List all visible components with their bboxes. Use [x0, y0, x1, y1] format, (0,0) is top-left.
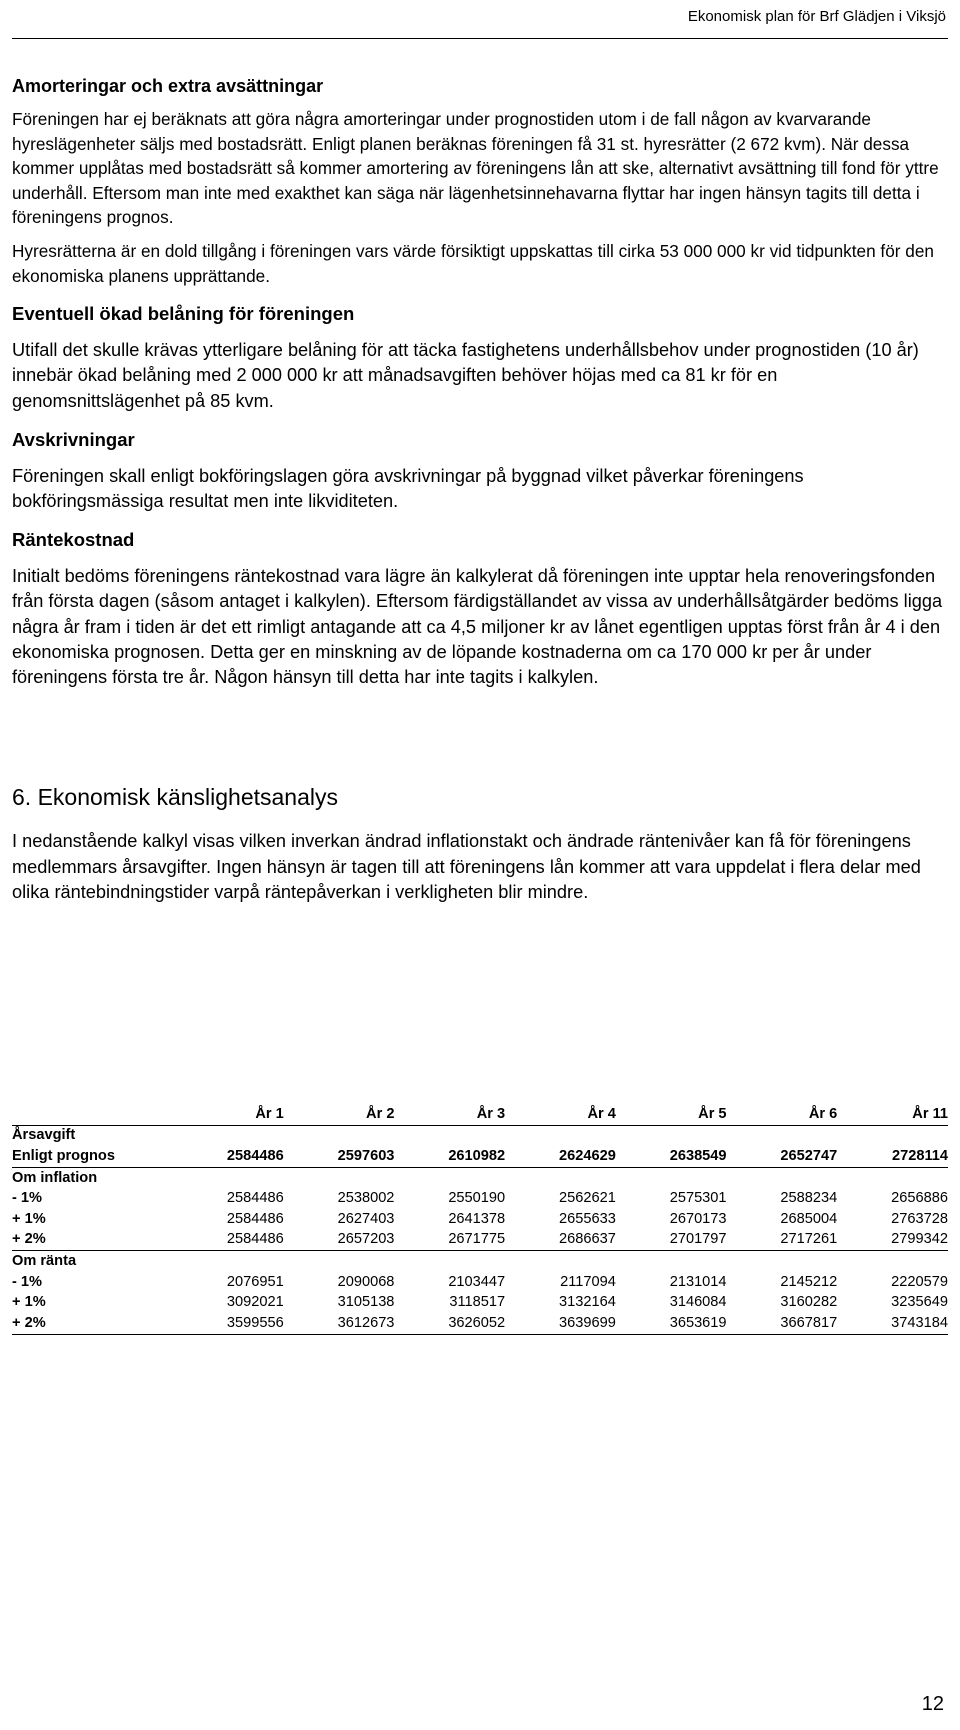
- table-cell: 3639699: [505, 1313, 616, 1334]
- table-cell: 2728114: [837, 1146, 948, 1167]
- table-cell: 2641378: [448, 1210, 506, 1227]
- page-header-title: Ekonomisk plan för Brf Glädjen i Viksjö: [687, 8, 946, 25]
- table-cell: 3612673: [284, 1313, 395, 1334]
- table-cell: 2117094: [560, 1273, 616, 1290]
- table-cell: 2550190: [448, 1190, 506, 1207]
- table-cell: 2584486: [173, 1230, 284, 1251]
- table-row: [12, 1272, 948, 1293]
- table-row-label: + 1%: [12, 1210, 46, 1227]
- paragraph-amortering-2: Hyresrätterna är en dold tillgång i föreningen vars värde försiktigt uppskattas till cirka 53 000 000 kr vid tidpunkten för den ekonomiska planens upprättande.: [12, 240, 934, 286]
- table-cell: 2799342: [837, 1230, 948, 1251]
- page-number: 12: [921, 1693, 944, 1715]
- table-cell: 2655633: [559, 1210, 616, 1227]
- table-cell: 2763728: [891, 1210, 948, 1227]
- table-cell: 2624629: [505, 1146, 616, 1167]
- table-header-cell: År 1: [173, 1104, 284, 1125]
- table-cell: 2670173: [669, 1210, 727, 1227]
- table-cell: 2627403: [337, 1210, 395, 1227]
- table-cell: 2717261: [727, 1230, 838, 1251]
- paragraph-belaning: Utifall det skulle krävas ytterligare belåning för att täcka fastighetens underhållsbehov under prognostiden (10 år) innebär ökad belåning med 2 000 000 kr att månadsavgiften behöver höjas med ca 81 kr för en genomsnittslägenhet på 85 kvm.: [12, 340, 919, 411]
- chapter-title-6: 6. Ekonomisk känslighetsanalys: [12, 784, 338, 811]
- table-cell: 2701797: [616, 1230, 727, 1251]
- table-cell: 3653619: [616, 1313, 727, 1334]
- paragraph-amortering-1: Föreningen har ej beräknats att göra några amorteringar under prognostiden utom i de fall någon av kvarvarande hyreslägenheter säljs med bostadsrätt. Enligt planen beräknas föreningen få 31 st. hyresrätter (2 672 kvm). När dessa kommer upplåtas med bostadsrätt så kommer amortering av föreningens lån att ske, alternativt avsättning till fond för yttre underhåll. Eftersom man inte med exakthet kan säga när lägenhetsinnehavarna flyttar har ingen hänsyn tagits till detta i föreningens prognos.: [12, 109, 939, 228]
- table-cell: 3626052: [394, 1313, 505, 1334]
- table-row: [12, 1292, 948, 1313]
- paragraph-avskrivningar: Föreningen skall enligt bokföringslagen göra avskrivningar på byggnad vilket påverkar föreningens bokföringsmässiga resultat men inte likviditeten.: [12, 465, 804, 511]
- table-row-label: + 1%: [12, 1294, 46, 1311]
- table-header-cell: År 5: [616, 1104, 727, 1125]
- paragraph-rantekostnad: Initialt bedöms föreningens räntekostnad vara lägre än kalkylerat då föreningen inte upptar hela renoveringsfonden från första dagen (såsom antaget i kalkylen). Eftersom färdigställandet av vissa av underhållsåtgärder bedöms ligga några år fram i tiden är det ett rimligt antagande att ca 4,5 miljoner kr av lånet egentligen upptas först från år 4 i den ekonomiska prognosen. Detta ger en minskning av de löpande kostnaderna om ca 170 000 kr per år under föreningens första tre år. Någon hänsyn till detta har inte tagits i kalkylen.: [12, 566, 943, 687]
- table-cell: 3118517: [449, 1294, 506, 1311]
- table-header-cell: År 6: [727, 1104, 838, 1125]
- table-group-row: [12, 1167, 948, 1188]
- table-cell: 3743184: [837, 1313, 948, 1334]
- table-cell: 2220579: [891, 1273, 948, 1290]
- table-row-label: - 1%: [12, 1273, 43, 1290]
- table-cell: 2562621: [559, 1190, 616, 1207]
- table-cell: 3160282: [780, 1294, 838, 1311]
- table-cell: 3235649: [891, 1294, 948, 1311]
- table-cell: 2657203: [284, 1230, 395, 1251]
- paragraph-chapter-6: I nedanstående kalkyl visas vilken inverkan ändrad inflationstakt och ändrade räntenivåer kan få för föreningens medlemmars årsavgifter. Ingen hänsyn är tagen till att föreningens lån kommer att vara uppdelat i flera delar med olika räntebindningstider varpå räntepåverkan i verkligheten blir mindre.: [12, 831, 921, 903]
- table-group-label: Om ränta: [12, 1252, 77, 1269]
- table-cell: 2103447: [448, 1273, 506, 1290]
- table-cell: 2685004: [780, 1210, 838, 1227]
- table-header-cell: År 4: [505, 1104, 616, 1125]
- table-cell: 2638549: [616, 1146, 727, 1167]
- table-cell: 2076951: [226, 1273, 284, 1290]
- table-cell: 2575301: [669, 1190, 727, 1207]
- table-cell: 3667817: [727, 1313, 838, 1334]
- table-header-empty: [12, 1104, 173, 1125]
- table-cell: 3599556: [173, 1313, 284, 1334]
- header-divider: [12, 38, 948, 39]
- table-header-cell: År 11: [837, 1104, 948, 1125]
- table-cell: 2584486: [226, 1210, 284, 1227]
- table-row-label: + 2%: [12, 1313, 173, 1334]
- table-header-cell: År 2: [284, 1104, 395, 1125]
- section-title-rantekostnad: Räntekostnad: [12, 529, 135, 551]
- table-row-label: Enligt prognos: [12, 1146, 173, 1167]
- table-cell: 3146084: [669, 1294, 727, 1311]
- table-cell: 2584486: [226, 1190, 284, 1207]
- table-row-label: - 1%: [12, 1190, 43, 1207]
- table-group-label: Om inflation: [12, 1169, 98, 1186]
- table-cell: 2588234: [780, 1190, 838, 1207]
- table-cell: 2090068: [337, 1273, 395, 1290]
- table-cell: 2597603: [284, 1146, 395, 1167]
- table-row: [12, 1209, 948, 1230]
- sensitivity-table: [12, 1104, 948, 1335]
- table-cell: 2686637: [505, 1230, 616, 1251]
- table-cell: 2652747: [727, 1146, 838, 1167]
- section-title-amortering: Amorteringar och extra avsättningar: [12, 76, 324, 96]
- section-title-belaning: Eventuell ökad belåning för föreningen: [12, 303, 355, 325]
- table-row: [12, 1313, 948, 1334]
- table-cell: 2610982: [394, 1146, 505, 1167]
- table-cell: 2538002: [337, 1190, 395, 1207]
- table-row: [12, 1230, 948, 1251]
- table-group-row: [12, 1251, 948, 1272]
- table-cell: 2656886: [891, 1190, 948, 1207]
- table-row-label: + 2%: [12, 1230, 173, 1251]
- table-cell: 2671775: [394, 1230, 505, 1251]
- table-header-cell: År 3: [394, 1104, 505, 1125]
- table-cell: 2145212: [780, 1273, 838, 1290]
- table-group-label: Årsavgift: [12, 1127, 76, 1144]
- table-cell: 2584486: [173, 1146, 284, 1167]
- table-header-row: [12, 1104, 948, 1125]
- table-cell: 3092021: [226, 1294, 284, 1311]
- table-cell: 2131014: [669, 1273, 727, 1290]
- table-row: [12, 1146, 948, 1167]
- table-group-row: [12, 1125, 948, 1146]
- table-row: [12, 1188, 948, 1209]
- section-title-avskrivningar: Avskrivningar: [12, 428, 135, 450]
- document-body: [12, 74, 948, 906]
- table-cell: 3105138: [337, 1294, 395, 1311]
- table-cell: 3132164: [559, 1294, 616, 1311]
